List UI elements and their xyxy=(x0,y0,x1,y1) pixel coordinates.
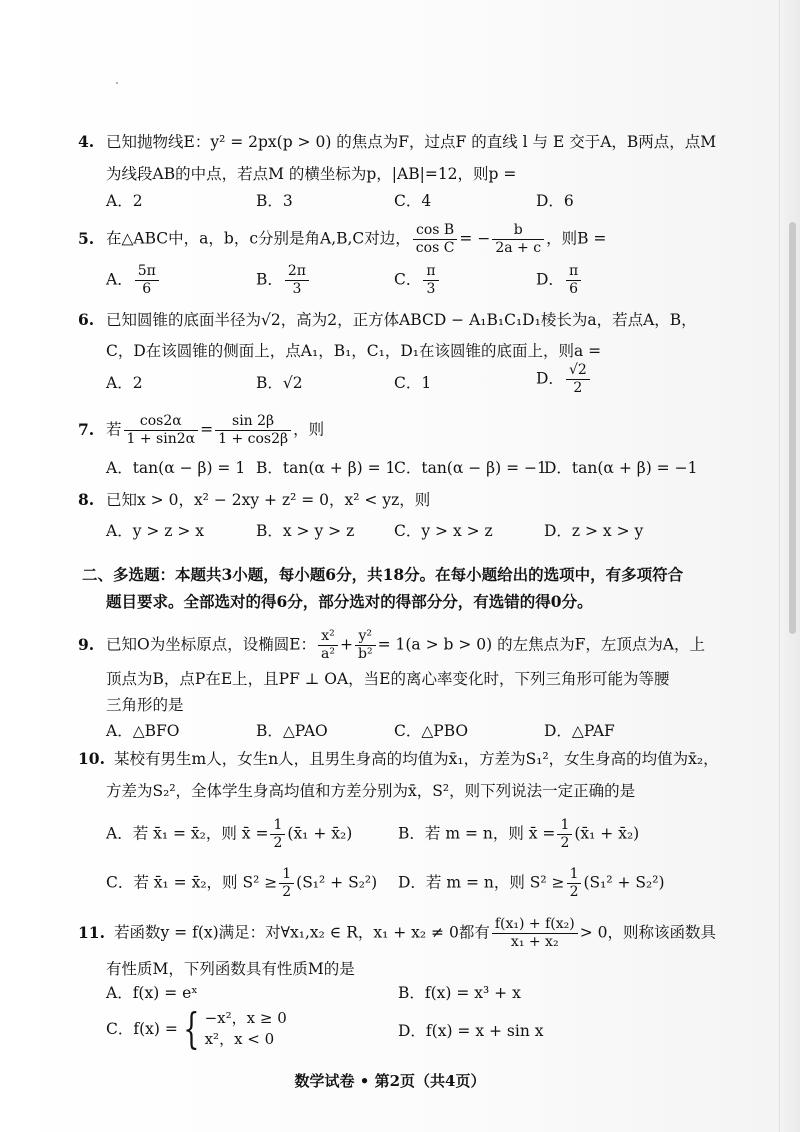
q10-option-a: A．若 x̄₁ = x̄₂，则 x̄ = $\frac{1}{2}$ (x̄₁ + x̄₂) xyxy=(106,817,353,851)
question-9: 9. 已知O为坐标原点，设椭圆E： $\frac{\text{x²}}{\text{a²}}$ + $\frac{\text{y²}}{\text{b²}}$ = 1(a > b > 0) 的左焦点为F，左顶点为A，上 xyxy=(78,628,706,662)
section-2-heading: 二、多选题：本题共3小题，每小题6分，共18分。在每小题给出的选项中，有多项符合 xyxy=(82,565,684,584)
question-6-line1: 已知圆锥的底面半径为√2，高为2，正方体ABCD − A₁B₁C₁D₁棱长为a，若点A，B， xyxy=(106,311,697,329)
q7-option-a: A．tan(α − β) = 1 xyxy=(106,459,246,477)
question-10 xyxy=(78,748,718,770)
q11-option-b: B．f(x) = x³ + x xyxy=(398,984,521,1002)
question-number: 11. xyxy=(78,922,105,942)
question-9-line3: 三角形的是 xyxy=(106,696,184,714)
question-number: 10. xyxy=(78,749,105,768)
q9-option-a: A．△BFO xyxy=(106,722,180,740)
q7-option-d: D．tan(α + β) = −1 xyxy=(544,459,698,477)
question-4-line1: 已知抛物线E：y² = 2px(p > 0) 的焦点为F，过点F 的直线 l 与 E 交于A，B两点，点M xyxy=(106,133,717,151)
fraction-cosb-cosc: $\frac{\text{cos B}}{\text{cos C}}$ xyxy=(413,222,458,257)
q4-option-a: A．2 xyxy=(106,192,143,210)
question-5-stem: 在△ABC中，a，b，c分别是角A,B,C对边， xyxy=(106,229,411,248)
q5-option-a: A． $\frac{5\pi}{6}$ xyxy=(106,263,161,298)
q7-option-c: C．tan(α − β) = −1 xyxy=(394,459,547,477)
q4-option-b: B．3 xyxy=(256,192,293,210)
q10-option-d: D．若 m = n，则 S² ≥ $\frac{1}{2}$ (S₁² + S₂²) xyxy=(398,866,665,900)
question-number: 7. xyxy=(78,419,95,439)
q6-option-a: A．2 xyxy=(106,374,143,392)
q6-option-d: D． $\frac{√2}{2}$ xyxy=(536,362,592,397)
question-6-line2: C，D在该圆锥的侧面上，点A₁，B₁，C₁，D₁在该圆锥的底面上，则a = xyxy=(106,342,602,360)
page-speck xyxy=(116,82,118,84)
q5-option-c: C． $\frac{\pi}{3}$ xyxy=(394,263,441,298)
question-4-line2: 为线段AB的中点，若点M 的横坐标为p，|AB|=12，则p = xyxy=(106,165,517,183)
q9-option-b: B．△PAO xyxy=(256,722,328,740)
vertical-scrollbar[interactable] xyxy=(779,0,800,1132)
q8-option-c: C．y > x > z xyxy=(394,522,493,540)
question-10-line1: 某校有男生m人，女生n人，且男生身高的均值为x̄₁，方差为S₁²，女生身高的均值为x̄₂， xyxy=(114,750,719,768)
page-footer: 数学试卷 • 第2页（共4页） xyxy=(294,1072,486,1090)
q4-option-c: C．4 xyxy=(394,192,432,210)
piecewise-brace-icon: { xyxy=(183,1004,200,1053)
q10-option-c: C．若 x̄₁ = x̄₂，则 S² ≥ $\frac{1}{2}$ (S₁² + S₂²) xyxy=(106,866,378,900)
section-2-instructions: 题目要求。全部选对的得6分，部分选对的得部分分，有选错的得0分。 xyxy=(106,592,593,611)
question-8 xyxy=(78,489,718,511)
question-8-stem: 已知x > 0，x² − 2xy + z² = 0，x² < yz，则 xyxy=(106,491,431,509)
question-4 xyxy=(78,131,718,153)
q8-option-a: A．y > z > x xyxy=(106,522,205,540)
scrollbar-thumb[interactable] xyxy=(789,222,796,634)
q11-option-d: D．f(x) = x + sin x xyxy=(398,1022,544,1040)
question-number: 9. xyxy=(78,634,95,654)
question-6 xyxy=(78,309,718,331)
q10-option-b: B．若 m = n，则 x̄ = $\frac{1}{2}$ (x̄₁ + x̄₂) xyxy=(398,817,640,851)
q9-option-c: C．△PBO xyxy=(394,722,469,740)
question-9-line2: 顶点为B，点P在E上，且PF ⊥ OA，当E的离心率变化时，下列三角形可能为等腰 xyxy=(106,670,670,688)
q6-option-b: B．√2 xyxy=(256,374,303,392)
q6-option-c: C．1 xyxy=(394,374,432,392)
q7-option-b: B．tan(α + β) = 1 xyxy=(256,459,396,477)
question-number: 6. xyxy=(78,310,95,329)
equals-sign: = − xyxy=(459,229,491,248)
question-number: 5. xyxy=(78,228,95,248)
fraction-sin2b: $\frac{\sin 2\beta}{1 + \cos 2\beta}$ xyxy=(215,413,291,448)
q11-option-a: A．f(x) = eˣ xyxy=(106,984,198,1002)
question-11: 11. 若函数y = f(x)满足：对∀x₁,x₂ ∈ R，x₁ + x₂ ≠ 0都有 $\frac{\text{f(x₁) + f(x₂)}}{\text{x₁ + x₂}}$ > 0，则称该函数具 xyxy=(78,916,716,950)
question-7: 7. 若 $\frac{\cos 2\alpha}{1 + \sin 2\alpha}$ = $\frac{\sin 2\beta}{1 + \cos 2\beta}$ ，则 xyxy=(78,413,325,447)
question-5 xyxy=(78,222,718,257)
q5-option-d: D． $\frac{\pi}{6}$ xyxy=(536,263,583,298)
question-5-stem-end: ，则B = xyxy=(546,229,607,248)
q8-option-d: D．z > x > y xyxy=(544,522,644,540)
question-11-line2: 有性质M，下列函数具有性质M的是 xyxy=(106,960,355,978)
question-number: 8. xyxy=(78,490,95,509)
q4-option-d: D．6 xyxy=(536,192,574,210)
fraction-b-2a-plus-c: $\frac{b}{2a + c}$ xyxy=(492,222,544,257)
q8-option-b: B．x > y > z xyxy=(256,522,355,540)
question-number: 4. xyxy=(78,132,95,151)
q9-option-d: D．△PAF xyxy=(544,722,615,740)
fraction-cos2a: $\frac{\cos 2\alpha}{1 + \sin 2\alpha}$ xyxy=(124,413,199,448)
question-10-line2: 方差为S₂²，全体学生身高均值和方差分别为x̄，S²，则下列说法一定正确的是 xyxy=(106,782,636,800)
q11-option-c: C．f(x) = { −x²，x ≥ 0 x²，x < 0 xyxy=(106,1004,287,1053)
q5-option-b: B． $\frac{2\pi}{3}$ xyxy=(256,263,311,298)
